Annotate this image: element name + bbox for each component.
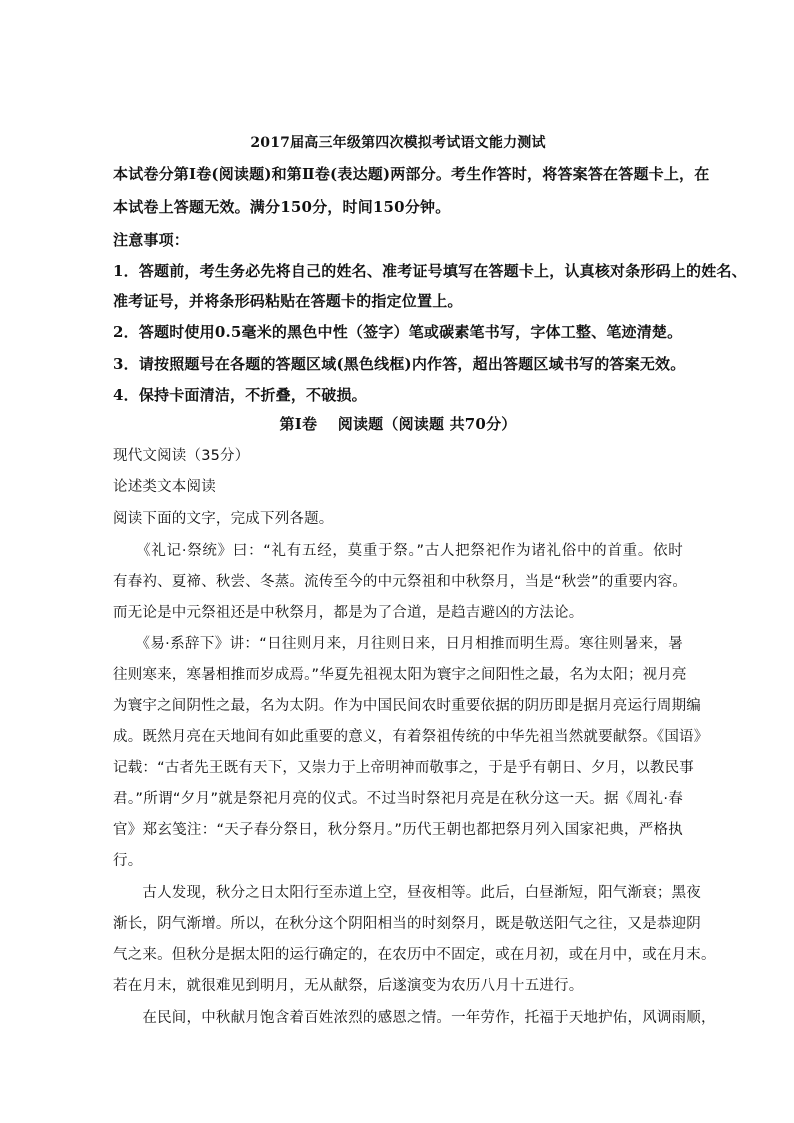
passage-line: 而无论是中元祭祖还是中秋祭月，都是为了合道，是趋吉避凶的方法论。: [113, 605, 584, 621]
intro-line-1: 本试卷分第Ⅰ卷(阅读题)和第Ⅱ卷(表达题)两部分。考生作答时，将答案答在答题卡上，在: [113, 165, 710, 183]
passage-line: 行。: [113, 853, 143, 869]
subheading-instruction: 阅读下面的文字，完成下列各题。: [113, 511, 334, 527]
notice-heading: 注意事项：: [113, 231, 190, 249]
passage-line: 记载：“古者先王既有天下，又崇力于上帝明神而敬事之，于是乎有朝日、夕月，以教民事: [113, 760, 695, 776]
passage-line: 往则寒来，寒暑相推而岁成焉。”华夏先祖视太阳为寰宇之间阳性之最，名为太阳；视月亮: [113, 667, 687, 683]
passage-line: 君。”所谓“夕月”就是祭祀月亮的仪式。不过当时祭祀月亮是在秋分这一天。据《周礼·春: [113, 791, 683, 807]
passage-line: 《易·系辞下》讲：“日往则月来，月往则日来，日月相推而明生焉。寒往则暑来，暑: [113, 636, 683, 652]
passage-line: 成。既然月亮在天地间有如此重要的意义，有着祭祖传统的中华先祖当然就要献祭。《国语》: [113, 729, 709, 745]
passage-line: 官》郑玄笺注：“天子春分祭日，秋分祭月。”历代王朝也都把祭月列入国家祀典，严格执: [113, 822, 683, 838]
passage-line: 古人发现，秋分之日太阳行至赤道上空，昼夜相等。此后，白昼渐短，阳气渐衰；黑夜: [113, 885, 701, 901]
passage-line: 《礼记·祭统》曰：“礼有五经，莫重于祭。”古人把祭祀作为诸礼俗中的首重。依时: [113, 543, 683, 559]
notice-line-2: 准考证号，并将条形码粘贴在答题卡的指定位置上。: [113, 292, 463, 310]
subheading-argumentative: 论述类文本阅读: [113, 479, 216, 495]
passage-line: 为寰宇之间阴性之最，名为太阴。作为中国民间农时重要依据的阴历即是据月亮运行周期编: [113, 698, 701, 714]
passage-line: 有春礿、夏禘、秋尝、冬蒸。流传至今的中元祭祖和中秋祭月，当是“秋尝”的重要内容。: [113, 574, 688, 590]
passage-line: 渐长，阴气渐增。所以，在秋分这个阴阳相当的时刻祭月，既是敬送阳气之往，又是恭迎阴: [113, 916, 701, 932]
section-heading: 第Ⅰ卷 阅读题（阅读题 共70分）: [279, 415, 517, 433]
passage-line: 在民间，中秋献月饱含着百姓浓烈的感恩之情。一年劳作，托福于天地护佑，风调雨顺，: [113, 1010, 716, 1026]
passage-line: 气之来。但秋分是据太阳的运行确定的，在农历中不固定，或在月初，或在月中，或在月末。: [113, 947, 716, 963]
passage-line: 若在月末，就很难见到明月，无从献祭，后遂演变为农历八月十五进行。: [113, 978, 584, 994]
notice-line-3: 2．答题时使用0.5毫米的黑色中性（签字）笔或碳素笔书写，字体工整、笔迹清楚。: [113, 323, 683, 341]
intro-line-2: 本试卷上答题无效。满分150分，时间150分钟。: [113, 198, 451, 216]
notice-line-5: 4．保持卡面清洁，不折叠，不破损。: [113, 386, 367, 404]
notice-line-1: 1．答题前，考生务必先将自己的姓名、准考证号填写在答题卡上，认真核对条形码上的姓名、: [113, 262, 747, 280]
notice-line-4: 3．请按照题号在各题的答题区域(黑色线框)内作答，超出答题区域书写的答案无效。: [113, 355, 686, 373]
subheading-modern-reading: 现代文阅读（35分）: [113, 448, 250, 464]
page-title: 2017届高三年级第四次模拟考试语文能力测试: [250, 135, 546, 151]
